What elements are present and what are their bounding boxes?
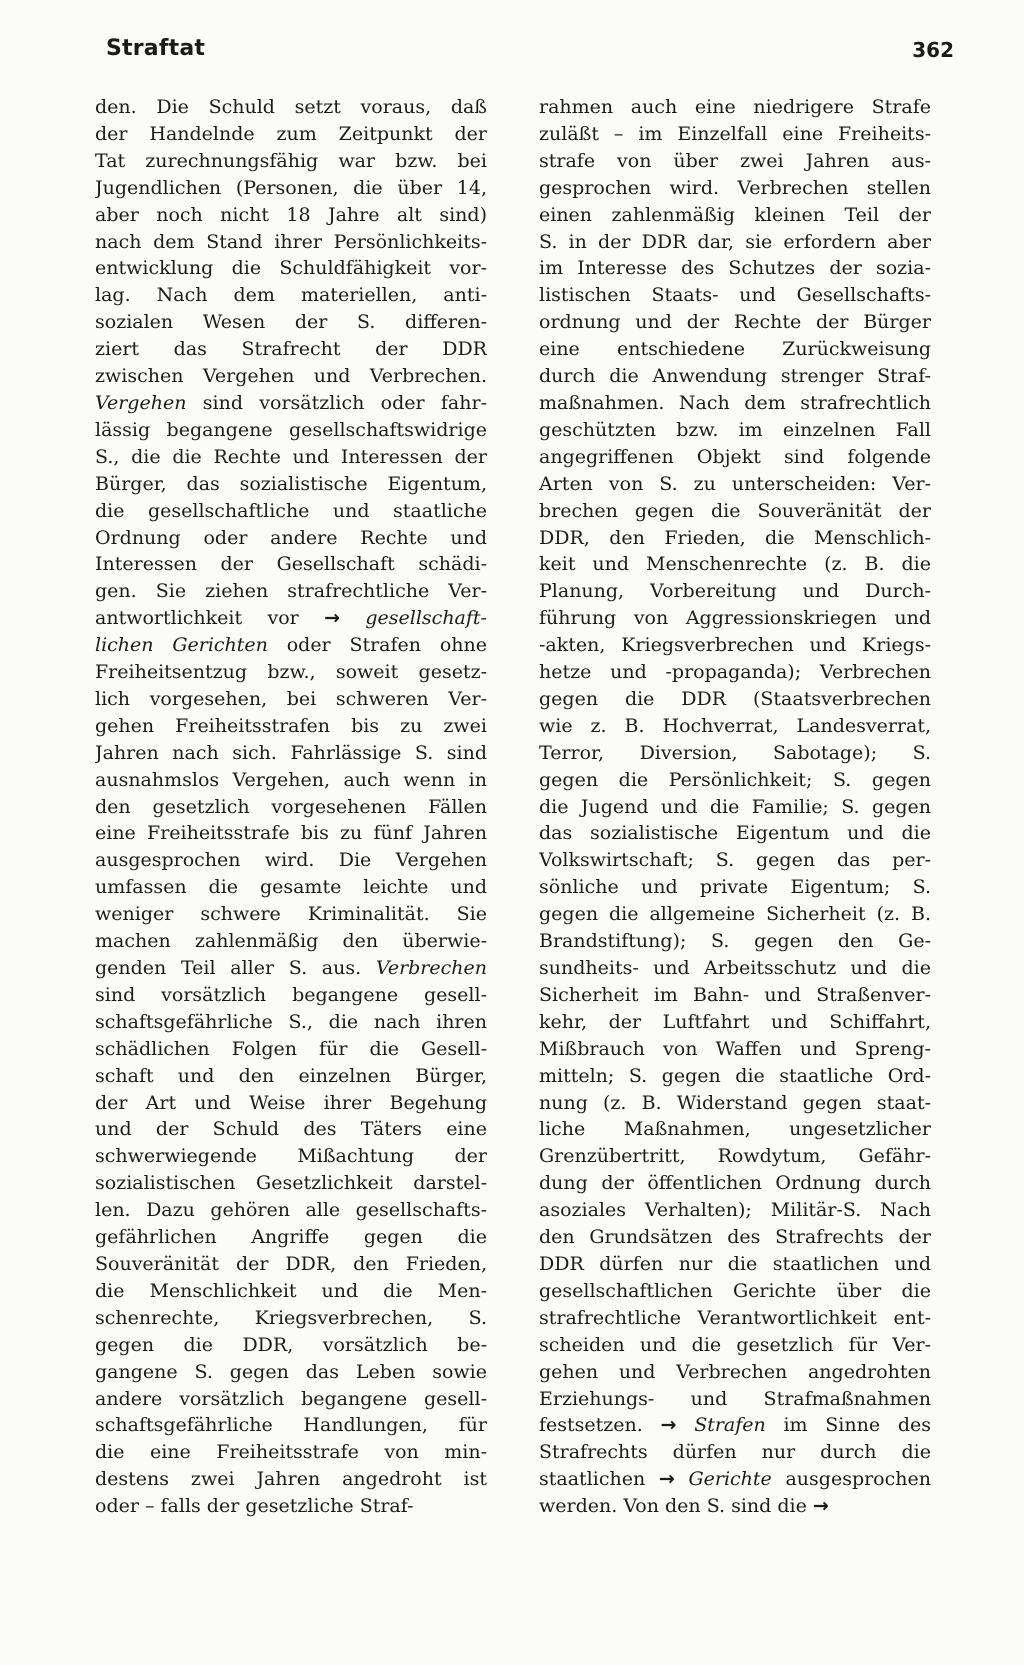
text-run: im Sinne des <box>765 1414 931 1437</box>
text-run: strafrechtliche Verantwortlichkeit ent- <box>539 1306 931 1329</box>
text-line <box>95 901 487 928</box>
text-run: den gesetzlich vorgesehenen Fällen <box>95 795 487 818</box>
text-column-right <box>539 94 931 1520</box>
text-run: mitteln; S. gegen die staatliche Ord- <box>539 1064 931 1087</box>
text-line <box>95 309 487 336</box>
text-run: wie z. B. Hochverrat, Landesverrat, <box>539 714 931 737</box>
text-run: den. Die Schuld setzt voraus, daß <box>95 96 487 118</box>
text-run: und der Schuld des Täters eine <box>95 1118 487 1141</box>
text-line <box>95 1439 487 1466</box>
text-line <box>95 1197 487 1224</box>
text-run: brechen gegen die Souveränität der <box>539 499 931 522</box>
text-run: len. Dazu gehören alle gesellschafts- <box>95 1199 487 1222</box>
text-line <box>539 363 931 390</box>
text-line <box>539 229 931 256</box>
text-run: dung der öffentlichen Ordnung durch <box>539 1172 931 1195</box>
text-run: S., die die Rechte und Interessen der <box>95 445 487 468</box>
text-run: staatlichen <box>539 1468 659 1491</box>
text-run: ausnahmslos Vergehen, auch wenn in <box>95 768 487 791</box>
text-run: Souveränität der DDR, den Frieden, <box>95 1252 487 1275</box>
text-line <box>95 955 487 982</box>
text-line <box>95 713 487 740</box>
text-run: sozialen Wesen der S. differen- <box>95 311 487 334</box>
text-run: Strafrechts dürfen nur durch die <box>539 1441 931 1464</box>
text-run: gegen die DDR, vorsätzlich be- <box>95 1333 487 1356</box>
text-run: Jahren nach sich. Fahrlässige S. sind <box>95 741 487 764</box>
text-run: schaft und den einzelnen Bürger, <box>95 1064 487 1087</box>
cross-reference-arrow-icon: → <box>660 1414 677 1437</box>
text-line <box>539 901 931 928</box>
cross-reference-arrow-icon: → <box>658 1468 675 1491</box>
text-run: gegen die DDR (Staatsverbrechen <box>539 687 931 710</box>
text-line <box>95 1224 487 1251</box>
text-run: nach dem Stand ihrer Persönlichkeits- <box>95 230 487 253</box>
text-line <box>95 605 487 632</box>
text-run: schenrechte, Kriegsverbrechen, S. <box>95 1306 487 1329</box>
text-run: festsetzen. <box>539 1414 661 1437</box>
text-line <box>539 390 931 417</box>
text-run: Volkswirtschaft; S. gegen das per- <box>539 849 931 872</box>
text-run: gegen die Persönlichkeit; S. gegen <box>539 768 931 791</box>
text-line <box>95 471 487 498</box>
text-run: lich vorgesehen, bei schweren Ver- <box>95 687 487 710</box>
text-line <box>95 632 487 659</box>
text-line <box>539 94 931 121</box>
text-run: ausgesprochen <box>771 1468 931 1491</box>
text-line <box>539 1466 931 1493</box>
text-run: Mißbrauch von Waffen und Spreng- <box>539 1037 931 1060</box>
running-head-title: Straftat <box>106 36 206 61</box>
text-line <box>95 336 487 363</box>
text-run: keit und Menschenrechte (z. B. die <box>539 553 931 576</box>
text-line <box>539 1036 931 1063</box>
text-line <box>95 659 487 686</box>
text-run: rahmen auch eine niedrigere Strafe <box>539 96 931 118</box>
text-line <box>539 1143 931 1170</box>
text-line <box>95 551 487 578</box>
text-line <box>95 202 487 229</box>
text-line <box>95 1251 487 1278</box>
text-line <box>539 820 931 847</box>
text-run: die Menschlichkeit und die Men- <box>95 1279 487 1302</box>
text-run: asoziales Verhalten); Militär-S. Nach <box>539 1199 931 1222</box>
text-line <box>539 847 931 874</box>
text-run: den Grundsätzen des Strafrechts der <box>539 1226 931 1249</box>
text-run: zwischen Vergehen und Verbrechen. <box>95 365 487 388</box>
text-line <box>539 1251 931 1278</box>
text-line <box>539 767 931 794</box>
text-run: ziert das Strafrecht der DDR <box>95 338 487 361</box>
text-line <box>95 148 487 175</box>
text-line <box>95 1116 487 1143</box>
text-line <box>95 686 487 713</box>
text-line <box>95 847 487 874</box>
italic-term: Vergehen <box>95 391 187 414</box>
text-line <box>539 255 931 282</box>
text-line <box>539 498 931 525</box>
text-run: gesprochen wird. Verbrechen stellen <box>539 176 931 199</box>
text-line <box>95 229 487 256</box>
italic-term: Strafen <box>694 1414 766 1437</box>
italic-term: Verbrechen <box>375 957 487 979</box>
text-line <box>95 874 487 901</box>
text-line <box>95 255 487 282</box>
text-line <box>539 982 931 1009</box>
text-line <box>95 794 487 821</box>
text-line <box>95 1009 487 1036</box>
text-run: aber noch nicht 18 Jahre alt sind) <box>95 203 487 226</box>
text-line <box>539 1305 931 1332</box>
text-line <box>539 578 931 605</box>
text-line <box>95 1170 487 1197</box>
text-run: schädlichen Folgen für die Gesell- <box>95 1037 487 1060</box>
text-line <box>95 1466 487 1493</box>
text-line <box>539 1439 931 1466</box>
text-run: machen zahlenmäßig den überwie- <box>95 930 487 953</box>
text-line <box>95 1036 487 1063</box>
text-run: sundheits- und Arbeitsschutz und die <box>539 957 931 979</box>
text-run: lässig begangene gesellschaftswidrige <box>95 418 487 441</box>
text-run <box>676 1414 694 1436</box>
text-line <box>539 202 931 229</box>
text-line <box>95 1090 487 1117</box>
text-line <box>95 1412 487 1439</box>
text-column-left <box>95 94 487 1520</box>
text-run: Sicherheit im Bahn- und Straßenver- <box>539 983 931 1006</box>
text-line <box>539 551 931 578</box>
text-line <box>539 1224 931 1251</box>
text-run: Brandstiftung); S. gegen den Ge- <box>539 930 931 953</box>
text-run: sönliche und private Eigentum; S. <box>539 876 931 899</box>
text-run: liche Maßnahmen, ungesetzlicher <box>539 1118 931 1141</box>
text-line <box>539 471 931 498</box>
text-run: eine entschiedene Zurückweisung <box>539 338 931 361</box>
text-line <box>95 578 487 605</box>
text-line <box>95 1493 487 1520</box>
text-line <box>95 390 487 417</box>
text-line <box>539 1412 931 1439</box>
text-line <box>539 175 931 202</box>
text-run: der Handelnde zum Zeitpunkt der <box>95 122 487 145</box>
text-run: angegriffenen Objekt sind folgende <box>539 445 931 468</box>
text-line <box>539 1278 931 1305</box>
text-run: DDR, den Frieden, die Menschlich- <box>539 526 931 549</box>
text-line <box>95 767 487 794</box>
page-header <box>104 36 954 76</box>
text-run: Jugendlichen (Personen, die über 14, <box>95 176 487 199</box>
text-run: oder Strafen ohne <box>267 634 487 657</box>
text-line <box>539 336 931 363</box>
text-run: die eine Freiheitsstrafe von min- <box>95 1441 487 1464</box>
text-line <box>95 498 487 525</box>
text-line <box>539 1386 931 1413</box>
text-run: sind vorsätzlich oder fahr- <box>186 391 487 414</box>
text-run: sozialistischen Gesetzlichkeit darstel- <box>95 1172 487 1195</box>
text-line <box>95 820 487 847</box>
text-run: strafe von über zwei Jahren aus- <box>539 149 931 172</box>
text-line <box>539 1493 931 1520</box>
text-line <box>539 309 931 336</box>
text-run: im Interesse des Schutzes der sozia- <box>539 257 931 280</box>
text-line <box>539 874 931 901</box>
text-run: ausgesprochen wird. Die Vergehen <box>95 849 487 872</box>
text-run: schwerwiegende Mißachtung der <box>95 1145 487 1168</box>
text-line <box>95 1386 487 1413</box>
text-run: werden. Von den S. sind die <box>539 1495 813 1518</box>
text-run: Planung, Vorbereitung und Durch- <box>539 580 931 603</box>
text-line <box>95 363 487 390</box>
text-run <box>340 607 365 629</box>
text-line <box>539 928 931 955</box>
text-run: -akten, Kriegsverbrechen und Kriegs- <box>539 634 931 657</box>
text-line <box>539 1009 931 1036</box>
text-run: gehen Freiheitsstrafen bis zu zwei <box>95 714 487 737</box>
text-run: kehr, der Luftfahrt und Schiffahrt, <box>539 1010 931 1033</box>
text-line <box>539 740 931 767</box>
page-number: 362 <box>912 38 954 62</box>
text-run: eine Freiheitsstrafe bis zu fünf Jahren <box>95 822 487 845</box>
text-run: listischen Staats- und Gesellschafts- <box>539 284 931 307</box>
italic-term: gesellschaft- <box>365 607 487 630</box>
text-line <box>95 175 487 202</box>
text-line <box>95 525 487 552</box>
text-run: Erziehungs- und Strafmaßnahmen <box>539 1387 931 1410</box>
text-run: die gesellschaftliche und staatliche <box>95 499 487 522</box>
text-run: weniger schwere Kriminalität. Sie <box>95 903 487 926</box>
text-line <box>95 1359 487 1386</box>
text-run: gangene S. gegen das Leben sowie <box>95 1360 487 1383</box>
cross-reference-arrow-icon: → <box>324 607 341 630</box>
text-line <box>539 1332 931 1359</box>
text-run: gehen und Verbrechen angedrohten <box>539 1360 931 1383</box>
text-run: hetze und -propaganda); Verbrechen <box>539 661 931 684</box>
text-run: lag. Nach dem materiellen, anti- <box>95 284 487 307</box>
text-line <box>539 148 931 175</box>
text-line <box>95 1143 487 1170</box>
text-run: antwortlichkeit vor <box>95 607 325 630</box>
text-run: gefährlichen Angriffe gegen die <box>95 1226 487 1249</box>
text-run: geschützten bzw. im einzelnen Fall <box>539 418 931 441</box>
text-run: scheiden und die gesetzlich für Ver- <box>539 1333 931 1356</box>
text-run: oder – falls der gesetzliche Straf- <box>95 1495 414 1518</box>
text-run: schaftsgefährliche Handlungen, für <box>95 1414 487 1437</box>
text-run: durch die Anwendung strenger Straf- <box>539 365 931 388</box>
text-line <box>95 121 487 148</box>
text-run: Freiheitsentzug bzw., soweit gesetz- <box>95 661 487 684</box>
text-line <box>539 686 931 713</box>
text-line <box>539 282 931 309</box>
text-run: Grenzübertritt, Rowdytum, Gefähr- <box>539 1145 931 1168</box>
text-line <box>539 444 931 471</box>
text-run: umfassen die gesamte leichte und <box>95 876 487 899</box>
text-line <box>95 94 487 121</box>
text-run: das sozialistische Eigentum und die <box>539 822 931 845</box>
italic-term: lichen Gerichten <box>95 634 268 657</box>
text-run: Arten von S. zu unterscheiden: Ver- <box>539 472 931 495</box>
text-line <box>539 955 931 982</box>
text-run: gen. Sie ziehen strafrechtliche Ver- <box>95 580 487 603</box>
text-run: maßnahmen. Nach dem strafrechtlich <box>539 391 931 414</box>
text-line <box>95 740 487 767</box>
text-run: der Art und Weise ihrer Begehung <box>95 1091 487 1114</box>
text-line <box>539 605 931 632</box>
text-line <box>539 1090 931 1117</box>
text-run: zuläßt – im Einzelfall eine Freiheits- <box>539 122 931 145</box>
text-run: ordnung und der Rechte der Bürger <box>539 311 931 334</box>
text-line <box>539 1197 931 1224</box>
text-line <box>539 713 931 740</box>
text-run <box>675 1468 689 1490</box>
text-run: entwicklung die Schuldfähigkeit vor- <box>95 257 487 280</box>
text-run: Terror, Diversion, Sabotage); S. <box>539 741 931 764</box>
text-line <box>95 1305 487 1332</box>
text-run: nung (z. B. Widerstand gegen staat- <box>539 1091 931 1114</box>
text-run: sind vorsätzlich begangene gesell- <box>95 983 487 1006</box>
text-run: destens zwei Jahren angedroht ist <box>95 1468 487 1491</box>
text-run: einen zahlenmäßig kleinen Teil der <box>539 203 931 226</box>
text-run: DDR dürfen nur die staatlichen und <box>539 1252 931 1275</box>
text-line <box>95 1278 487 1305</box>
text-line <box>95 928 487 955</box>
text-line <box>539 632 931 659</box>
text-run: Bürger, das sozialistische Eigentum, <box>95 472 487 495</box>
text-line <box>95 282 487 309</box>
text-line <box>95 1332 487 1359</box>
text-run: andere vorsätzlich begangene gesell- <box>95 1387 487 1410</box>
text-run: die Jugend und die Familie; S. gegen <box>539 795 931 818</box>
text-run: Tat zurechnungsfähig war bzw. bei <box>95 149 487 172</box>
text-line <box>539 1116 931 1143</box>
text-line <box>95 982 487 1009</box>
text-run: gesellschaftlichen Gerichte über die <box>539 1279 931 1302</box>
text-run: genden Teil aller S. aus. <box>95 957 376 979</box>
text-line <box>95 1063 487 1090</box>
text-run: führung von Aggressionskriegen und <box>539 607 931 630</box>
text-line <box>539 794 931 821</box>
text-run: Ordnung oder andere Rechte und <box>95 526 487 549</box>
text-line <box>539 417 931 444</box>
text-run: S. in der DDR dar, sie erfordern aber <box>539 230 931 253</box>
text-line <box>539 1063 931 1090</box>
text-line <box>95 417 487 444</box>
text-line <box>539 525 931 552</box>
text-line <box>539 1359 931 1386</box>
text-run: Interessen der Gesellschaft schädi- <box>95 553 487 576</box>
italic-term: Gerichte <box>688 1468 772 1491</box>
text-run: schaftsgefährliche S., die nach ihren <box>95 1010 487 1033</box>
cross-reference-arrow-icon: → <box>812 1495 829 1518</box>
text-line <box>539 659 931 686</box>
text-run: gegen die allgemeine Sicherheit (z. B. <box>539 903 931 926</box>
text-line <box>539 1170 931 1197</box>
text-line <box>95 444 487 471</box>
text-line <box>539 121 931 148</box>
